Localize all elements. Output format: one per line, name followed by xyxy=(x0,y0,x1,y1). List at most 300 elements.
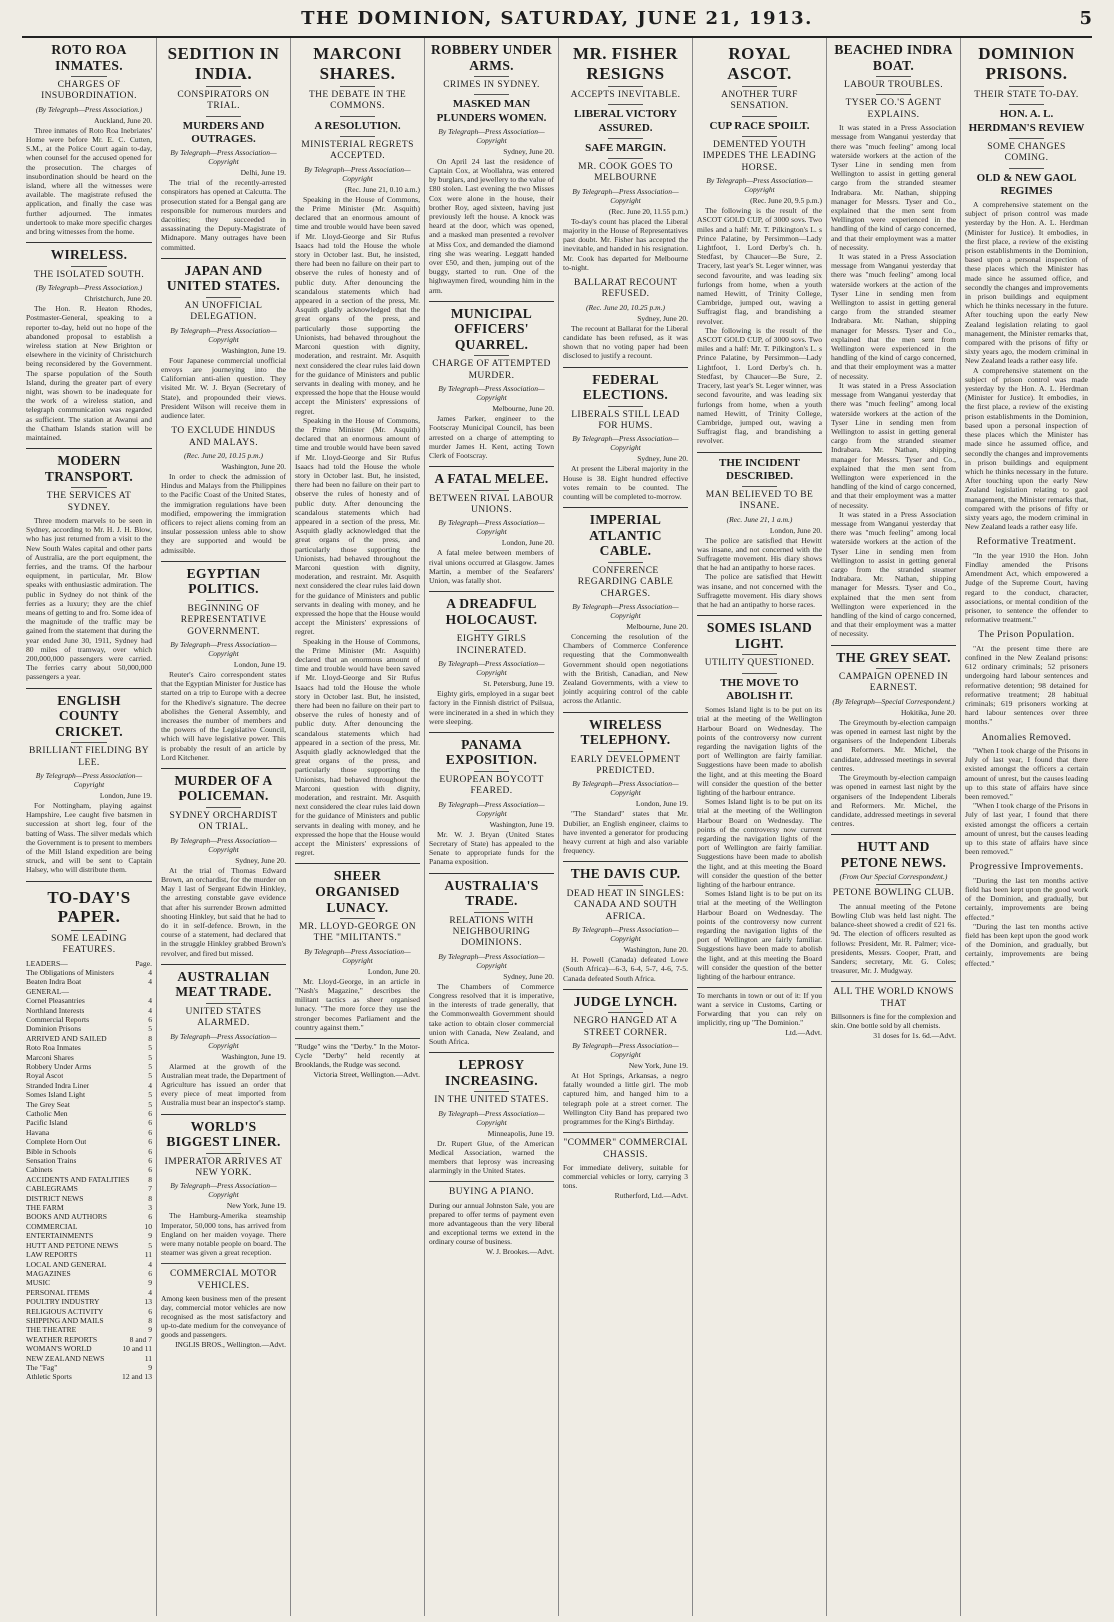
subheading: ANOTHER TURF SENSATION. xyxy=(721,90,798,112)
article-body: Three inmates of Roto Roa Inebriates' Home were before Mr. E. C. Cutten, S.M., at the Police Court again to-day, when counsel for the accused opened for the prosecution. The charges of insubordination should be heard on the island, where all the witnesses were available. The magistrate refused the application, and finally the case was further adjourned. The inmates undertook to make more specific charges and bring witnesses from the home. xyxy=(26,125,152,237)
credit: By Telegraph—Press Association—Copyright xyxy=(438,659,545,678)
subheading: RELATIONS WITH NEIGHBOURING DOMINIONS. xyxy=(449,915,534,949)
subheading: OLD & NEW GAOL REGIMES xyxy=(976,171,1077,197)
index-page: 10 xyxy=(144,1221,152,1231)
subheading: BRILLIANT FIELDING BY LEE. xyxy=(28,746,150,768)
index-page: 12 and 13 xyxy=(122,1372,152,1382)
subheading: EARLY DEVELOPMENT PREDICTED. xyxy=(570,754,681,777)
column-5 xyxy=(558,38,692,1616)
article-biggest-liner xyxy=(161,1119,286,1258)
credit: By Telegraph—Press Association—Copyright xyxy=(35,771,143,789)
index-row xyxy=(26,1100,152,1109)
article-somes-island xyxy=(697,620,822,981)
index-title: Sensation Trains xyxy=(26,1156,77,1166)
credit: (By Telegraph—Press Association.) xyxy=(35,283,143,293)
article-body: Concerning the resolution of the Chambers of Commerce Conference requesting that the Commonwealth Government should open negotiations with the British, Canadian, and New Zealand Governments, with a view to jointly acquiring control of the cable across the Atlantic. xyxy=(563,631,688,706)
credit: By Telegraph—Press Association—Copyright xyxy=(572,1041,679,1060)
article-body: Three modern marvels to be seen in Sydney, according to Mr. H. J. H. Blow, who has just returned from a visit to the New South Wales capital and other parts of Australia, are the port equipment, the ferries, and the trams. Of the harbour equipment, in particular, Mr. Blow speaks with enthusiastic admiration. The public in Sydney do not think of the ferries as a luxury; they are the chief means of getting to and fro. Some idea of the magnitude of the traffic may be gained from the statement that during the year ended June 30, 1911, Sydney had 80 miles of tramway, over which 200,000,000 passengers were carried. The ferries carry about 50,000,000 passengers a year. xyxy=(26,516,152,682)
section-title: Progressive Improvements. xyxy=(969,862,1084,873)
dateline: New York, June 19. xyxy=(628,1061,688,1071)
index-title: WEATHER REPORTS xyxy=(26,1334,98,1344)
index-title: THE THEATRE xyxy=(26,1325,77,1335)
dateline: Hokitika, June 20. xyxy=(901,707,956,717)
index-page: 10 and 11 xyxy=(122,1344,152,1354)
index-row xyxy=(26,1015,152,1024)
headline: WIRELESS TELEPHONY. xyxy=(580,716,671,748)
index-row xyxy=(26,1203,152,1212)
credit: By Telegraph—Press Association—Copyright xyxy=(170,1031,277,1050)
index-row xyxy=(26,1222,152,1231)
index-row xyxy=(26,1053,152,1062)
index-row xyxy=(26,1288,152,1297)
index-title: LAW REPORTS xyxy=(26,1250,78,1260)
subheading: ACCEPTS INEVITABLE. xyxy=(570,90,681,101)
dateline: New York, June 19. xyxy=(226,1201,286,1211)
article-royal-ascot xyxy=(697,44,822,446)
subheading: EIGHTY GIRLS INCINERATED. xyxy=(456,634,527,656)
subheading: MR. LLOYD-GEORGE ON THE "MILITANTS." xyxy=(298,922,417,944)
index-page: 6 xyxy=(148,1146,152,1156)
subheading: MINISTERIAL REGRETS ACCEPTED. xyxy=(301,140,414,162)
headline: A FATAL MELEE. xyxy=(434,471,549,487)
index-row xyxy=(26,1128,152,1137)
index-page: 8 xyxy=(148,1033,152,1043)
index-page: 5 xyxy=(148,1090,152,1100)
article-body-cont-3: It was stated in a Press Association message from Wanganui yesterday that there was "much feeling" among local waterside workers at the action of the Tyser Line in sending men from Wellington to assist in getting general cargo from the stranded steamer Indrabara. Mr. Nathan, shipping manager for Messrs. Tyser and Co., explained that the men sent from Wellington were experienced in the handling of the kind of cargo concerned, and that their employment was a matter of necessity. xyxy=(831,509,956,639)
dateline: Sydney, June 20. xyxy=(503,146,554,156)
index-page: 4 xyxy=(148,1005,152,1015)
index-title: GENERAL— xyxy=(26,986,70,996)
index-title: BOOKS AND AUTHORS xyxy=(26,1212,108,1222)
headline: A DREADFUL HOLOCAUST. xyxy=(445,596,538,627)
index-title: ARRIVED AND SAILED xyxy=(26,1033,107,1043)
subheading: THE DEBATE IN THE COMMONS. xyxy=(308,90,407,112)
dateline: Melbourne, June 20. xyxy=(626,621,688,631)
subheading: SOME LEADING FEATURES. xyxy=(51,933,127,956)
index-row xyxy=(26,1156,152,1165)
index-row xyxy=(26,1118,152,1127)
article-exclude-hindus xyxy=(161,426,286,555)
index-page: 6 xyxy=(148,1014,152,1024)
article-body-cont: "When I took charge of the Prisons in July of last year, I found that there existed amongst the officers a certain amount of unrest, but the causes leading up to this state of affairs have since been removed." xyxy=(965,801,1088,857)
subheading: CHARGES OF INSUBORDINATION. xyxy=(41,80,137,102)
index-title: MUSIC xyxy=(26,1278,51,1288)
article-sedition-india xyxy=(161,44,286,252)
index-page: 5 xyxy=(148,1240,152,1250)
dateline: Melbourne, June 20. xyxy=(492,404,554,414)
index-page: 9 xyxy=(148,1362,152,1372)
index-row xyxy=(26,1184,152,1193)
ad-title: "COMMER" COMMERCIAL CHASSIS. xyxy=(563,1138,688,1160)
credit: By Telegraph—Press Association—Copyright xyxy=(706,176,813,195)
article-federal-elections xyxy=(563,372,688,502)
headline: ROYAL ASCOT. xyxy=(727,44,792,83)
dateline: London, June 20. xyxy=(367,966,420,976)
column-1 xyxy=(22,38,156,1616)
dateline: London, June 20. xyxy=(501,538,554,548)
index-row xyxy=(26,1034,152,1043)
subheading: BEGINNING OF REPRESENTATIVE GOVERNMENT. xyxy=(180,603,267,637)
index-page: 11 xyxy=(144,1250,152,1260)
article-body: The trial of the recently-arrested conspirators has opened at Calcutta. The prosecution stated for a Bengal gang are responsible for numerous murders and dacoities; they succeeded in assassinating the Deputy-Magistrate of Midnapore. Many outrages have been committed. xyxy=(161,178,286,252)
article-grey-seat xyxy=(831,650,956,829)
index-title: POULTRY INDUSTRY xyxy=(26,1297,100,1307)
dateline: Sydney, June 20. xyxy=(637,454,688,464)
ad-signoff: W. J. Brookes.—Advt. xyxy=(485,1246,554,1256)
index-page: 6 xyxy=(148,1109,152,1118)
article-incident-described xyxy=(697,457,822,610)
headline: MURDER OF A POLICEMAN. xyxy=(174,772,273,804)
column-3 xyxy=(290,38,424,1616)
todays-paper-index xyxy=(26,888,152,1382)
article-judge-lynch xyxy=(563,994,688,1127)
index-col-left: LEADERS— xyxy=(26,958,68,968)
index-page: 6 xyxy=(148,1268,152,1278)
article-municipal-quarrel xyxy=(429,306,554,460)
index-page: 4 xyxy=(148,967,152,977)
credit: By Telegraph—Press Association—Copyright xyxy=(438,799,545,818)
index-page: 11 xyxy=(144,1353,152,1363)
dateline: Auckland, June 20. xyxy=(94,115,152,125)
article-body-cont: A comprehensive statement on the subject of prison control was made yesterday by the Hon. A. L. Herdman (Minister for Justice). It embodies, in the first place, a review of the existing prison establishments in the Dominion, based upon a personal inspection of these places which the Minister has made since he assumed office, and secondly the changes and improvements in prison buildings and equipment which he thinks necessary in the future. After touching upon the early New Zealand legislation relating to gaol management, the Minister remarks that, compared with the prisons of fifty or sixty years ago, the modern criminal in New Zealand leads a rather easy life. xyxy=(965,365,1088,532)
dateline: (Rec. June 21, 0.10 a.m.) xyxy=(344,184,420,194)
article-body: The Chambers of Commerce Congress resolved that it is imperative, in the interests of trade generally, that the Commonwealth Government should take action to obtain closer commercial union with Canada, New Zealand, and South Africa. xyxy=(429,981,554,1046)
headline: TO-DAY'S PAPER. xyxy=(47,887,131,927)
newspaper-title: THE DOMINION, SATURDAY, JUNE 21, 1913. xyxy=(301,8,813,29)
article-murder-policeman xyxy=(161,773,286,958)
article-body: Reuter's Cairo correspondent states that the Egyptian Minister for Justice has started on a trip to Europe with a decree for the Khedive's signature. The decree abolishes the General Assembly, and increases the number of members and the powers of the Legislative Council, which will have legislative power. This is probably the result of an article by Lord Kitchener. xyxy=(161,669,286,762)
credit: By Telegraph—Press Association—Copyright xyxy=(572,925,679,944)
headline: IMPERIAL ATLANTIC CABLE. xyxy=(589,512,662,559)
article-body: Eighty girls, employed in a sugar beet factory in the Finnish district of Psilsua, were incinerated in a shed in which they were sleeping. xyxy=(429,689,554,726)
ad-body: Among keen business men of the present day, commercial motor vehicles are now recognised as the most satisfactory and up-to-date medium for the conveyance of goods and passengers. xyxy=(161,1294,286,1340)
headline: AUSTRALIAN MEAT TRADE. xyxy=(175,968,272,1000)
index-page: 7 xyxy=(148,1184,152,1194)
subheading: PETONE BOWLING CLUB. xyxy=(832,888,955,899)
index-page: 6 xyxy=(148,1165,152,1175)
index-page: 4 xyxy=(148,1287,152,1297)
column-6 xyxy=(692,38,826,1616)
section-improvements xyxy=(965,862,1088,967)
dateline: (Rec. June 20, 9.5 p.m.) xyxy=(750,196,822,206)
section-title: Reformative Treatment. xyxy=(976,537,1077,548)
credit: By Telegraph—Press Association—Copyright xyxy=(304,164,411,183)
index-title: RELIGIOUS ACTIVITY xyxy=(26,1306,104,1316)
ad-body: "Rudge" wins the "Derby." In the Motor-Cycle "Derby" held recently at Brooklands, the Rudge was second. xyxy=(295,1042,420,1070)
headline: DOMINION PRISONS. xyxy=(978,44,1075,83)
advertisement xyxy=(563,1132,688,1200)
article-body: H. Powell (Canada) defeated Lowe (South Africa)—6-3, 6-4, 5-7, 4-6, 7-5. Canada defeated South Africa. xyxy=(563,955,688,983)
dateline: Christchurch, June 20. xyxy=(84,294,152,304)
index-row xyxy=(26,968,152,977)
index-page: 6 xyxy=(148,1156,152,1166)
index-row xyxy=(26,1231,152,1240)
index-page: 4 xyxy=(148,1080,152,1090)
article-egyptian-politics xyxy=(161,566,286,762)
article-holocaust xyxy=(429,596,554,726)
index-page: 6 xyxy=(148,1118,152,1128)
article-body: Somes Island light is to be put on its trial at the meeting of the Wellington Harbour Board on Wednesday. The points of the controversy now current regarding the navigation lights of the port of Wellington are fairly familiar. Suggestions have been made to abolish the light, and at this meeting the Board will consider the question of the better lighting of the harbour entrance. xyxy=(697,705,822,797)
subheading: UTILITY QUESTIONED. xyxy=(704,658,815,669)
index-row xyxy=(26,1354,152,1363)
subheading: DEAD HEAT IN SINGLES: CANADA AND SOUTH AFRICA. xyxy=(566,888,685,922)
ad-signoff: Victoria Street, Wellington.—Advt. xyxy=(313,1070,420,1080)
index-title: ENTERTAINMENTS xyxy=(26,1231,94,1241)
advertisement xyxy=(429,1181,554,1255)
dateline: Washington, June 20. xyxy=(221,461,286,471)
article-body-cont: "During the last ten months active field has been kept upon the good work of the Dominion, and gradually, but certainly, improvements are being effected." xyxy=(965,921,1088,968)
index-row xyxy=(26,1147,152,1156)
subheading: UNITED STATES ALARMED. xyxy=(185,1006,262,1029)
headline: SOMES ISLAND LIGHT. xyxy=(706,620,813,651)
article-body-cont: The police are satisfied that Hewitt was insane, and not concerned with the Suffragette movement. His diary shows that he had an antipathy to horse races. xyxy=(697,572,822,610)
subheading: CAMPAIGN OPENED IN EARNEST. xyxy=(838,672,949,694)
advertisement xyxy=(161,1263,286,1349)
article-body: At Hot Springs, Arkansas, a negro fatally wounded a little girl. The mob captured him, and hanged him to a telegraph pole at a street corner. The Wellington City Band has prepared two programmes for the King's Birthday. xyxy=(563,1071,688,1127)
index-title: Robbery Under Arms xyxy=(26,1061,92,1071)
article-body-cont-2: It was stated in a Press Association message from Wanganui yesterday that there was "much feeling" among local waterside workers at the action of the Tyser Line in sending men from Wellington to assist in getting general cargo from the stranded steamer Indrabara. Mr. Nathan, shipping manager for Messrs. Tyser and Co., explained that the men sent from Wellington were experienced in the handling of the kind of cargo concerned, and that their employment was a matter of necessity. xyxy=(831,380,956,510)
section-title: Anomalies Removed. xyxy=(981,732,1072,743)
dateline: Minneapolis, June 19. xyxy=(487,1128,554,1138)
article-hutt-petone xyxy=(831,839,956,975)
article-body-cont-2: Somes Island light is to be put on its trial at the meeting of the Wellington Harbour Board on Wednesday. The points of the controversy now current regarding the navigation lights of the port of Wellington are fairly familiar. Suggestions have been made to abolish the light, and at this meeting the Board will consider the question of the better lighting of the harbour entrance. xyxy=(697,889,822,981)
index-row xyxy=(26,1024,152,1033)
index-title: LOCAL AND GENERAL xyxy=(26,1259,107,1269)
index-row xyxy=(26,1165,152,1174)
article-atlantic-cable xyxy=(563,512,688,705)
article-australian-meat xyxy=(161,969,286,1108)
article-fisher-resigns xyxy=(563,44,688,272)
headline: JAPAN AND UNITED STATES. xyxy=(166,262,281,294)
headline: EGYPTIAN POLITICS. xyxy=(186,565,261,597)
article-body: The Greymouth by-election campaign was opened in earnest last night by the organisers of the Independent Liberals and Reformers. Mr. Michel, the candidate, addressed meetings in several centres. xyxy=(831,717,956,773)
dateline: Sydney, June 20. xyxy=(235,855,286,865)
article-body: The police are satisfied that Hewitt was insane, and not concerned with the Suffragette movement. His diary shows that he had an antipathy to horse races. xyxy=(697,535,822,573)
article-body-cont: Somes Island light is to be put on its trial at the meeting of the Wellington Harbour Board on Wednesday. The points of the controversy now current regarding the navigation lights of the port of Wellington are fairly familiar. Suggestions have been made to abolish the light, and at this meeting the Board will consider the question of the better lighting of the harbour entrance. xyxy=(697,797,822,889)
subheading: MURDERS AND OUTRAGES. xyxy=(182,119,265,146)
headline: BEACHED INDRA BOAT. xyxy=(834,42,953,73)
article-body: Dr. Rupert Glue, of the American Medical Association, warned the members that leprosy was increasing alarmingly in the United States. xyxy=(429,1138,554,1176)
dateline: London, June 19. xyxy=(99,791,152,800)
index-title: SHIPPING AND MAILS xyxy=(26,1315,104,1325)
subheading: LIBERAL VICTORY ASSURED. xyxy=(574,108,677,134)
dateline: Sydney, June 20. xyxy=(637,313,688,323)
advertisement xyxy=(831,981,956,1040)
ad-title: ALL THE WORLD KNOWS THAT xyxy=(833,987,954,1009)
article-wireless-telephony xyxy=(563,717,688,856)
article-body: To-day's count has placed the Liberal majority in the House of Representatives past doubt. Mr. Fisher has accepted the inevitable, and handed in his resignation. Mr. Cook has departed for Melbourne to-night. xyxy=(563,216,688,272)
index-title: Roto Roa Inmates xyxy=(26,1043,81,1053)
credit: By Telegraph—Press Association—Copyright xyxy=(438,951,545,970)
index-title: Commercial Reports xyxy=(26,1014,90,1024)
column-7 xyxy=(826,38,960,1616)
index-row xyxy=(26,1372,152,1381)
article-fatal-melee xyxy=(429,471,554,585)
index-page: 5 xyxy=(148,1071,152,1081)
index-page: 6 xyxy=(148,1127,152,1137)
article-leprosy xyxy=(429,1057,554,1175)
article-indra-boat xyxy=(831,42,956,639)
index-title: Cornel Pleasantries xyxy=(26,996,85,1006)
index-row xyxy=(26,1212,152,1221)
ad-signoff: Rutherford, Ltd.—Advt. xyxy=(614,1191,688,1201)
article-body: The recount at Ballarat for the Liberal candidate has been refused, as it was shown that no voting paper had been disclosed to justify a recount. xyxy=(563,323,688,361)
index-title: Bible in Schools xyxy=(26,1146,77,1156)
index-row xyxy=(26,977,152,986)
index-title: THE FARM xyxy=(26,1203,64,1213)
section-reformative xyxy=(965,537,1088,624)
index-page: 13 xyxy=(144,1297,152,1307)
headline: LEPROSY INCREASING. xyxy=(445,1057,538,1088)
index-title: Cabinets xyxy=(26,1165,53,1175)
index-page: 5 xyxy=(148,1043,152,1053)
index-page: 9 xyxy=(148,1278,152,1288)
headline: MR. FISHER RESIGNS xyxy=(572,44,679,83)
ad-signoff: Ltd.—Advt. xyxy=(785,1028,822,1038)
headline: THE DAVIS CUP. xyxy=(570,866,681,882)
credit: By Telegraph—Press Association—Copyright xyxy=(438,384,545,403)
index-row xyxy=(26,996,152,1005)
article-body: Mr. Lloyd-George, in an article in "Nash's Magazine," describes the militant tactics as sheer organised lunacy. "The more force they use the stronger becomes Parliament and the country against them." xyxy=(295,976,420,1032)
ad-signoff: 31 doses for 1s. 6d.—Advt. xyxy=(873,1031,956,1041)
index-row xyxy=(26,1278,152,1287)
article-body: A fatal melee between members of rival unions occurred at Glasgow. James Martin, a member of the Seafarers' Union, was fatally shot. xyxy=(429,548,554,586)
credit: By Telegraph—Press Association—Copyright xyxy=(438,126,545,145)
credit: (Rec. June 20, 10.25 p.m.) xyxy=(586,302,665,312)
masthead xyxy=(22,6,1092,38)
subheading: EUROPEAN BOYCOTT FEARED. xyxy=(439,774,544,797)
article-organised-lunacy xyxy=(295,868,420,1032)
index-title: Beaten Indra Boat xyxy=(26,977,82,987)
article-body: "At the present time there are confined in the New Zealand prisons: 612 ordinary criminals; 52 prisoners undergoing hard labour sentences and reformative detention; 98 detained for reformative treatment; 28 habitual criminals; 619 prisoners working at hard labour sentences over three months." xyxy=(965,643,1088,727)
index-row xyxy=(26,1344,152,1353)
article-body: In order to check the admission of Hindus and Malays from the Philippines to the Pacific Coast of the United States, the immigration regulations have been modified, empowering the immigration officers to reject aliens coming from an insular possession unless able to show they are supported and would be admissible. xyxy=(161,471,286,555)
index-title: Athletic Sports xyxy=(26,1372,72,1382)
advertisement xyxy=(697,987,822,1037)
article-body: Alarmed at the growth of the Australian meat trade, the Department of Agriculture has issued an order that every piece of meat imported from Australia must bear an inspector's stamp. xyxy=(161,1061,286,1108)
index-row xyxy=(26,1250,152,1259)
subheading: HON. A. L. HERDMAN'S REVIEW xyxy=(968,108,1085,134)
credit: By Telegraph—Press Association—Copyright xyxy=(438,1108,545,1127)
headline: MUNICIPAL OFFICERS' QUARREL. xyxy=(450,305,533,352)
subheading: SAFE MARGIN. xyxy=(585,141,666,154)
dateline: Washington, June 19. xyxy=(221,345,286,355)
credit: By Telegraph—Press Association—Copyright xyxy=(304,946,411,965)
headline: MODERN TRANSPORT. xyxy=(44,453,134,484)
headline: WIRELESS. xyxy=(50,247,128,263)
headline: ROBBERY UNDER ARMS. xyxy=(430,42,553,73)
index-row xyxy=(26,1071,152,1080)
subheading: NEGRO HANGED AT A STREET CORNER. xyxy=(573,1016,678,1038)
subheading: A RESOLUTION. xyxy=(314,119,401,132)
subheading: CUP RACE SPOILT. xyxy=(709,119,810,132)
article-body-cont-2: Speaking in the House of Commons, the Prime Minister (Mr. Asquith) declared that an enormous amount of time and trouble would have been saved if Mr. Lloyd-George and Sir Rufus Isaacs had told the House the whole story in October last. But, he insisted, there had been no failure on their part to observe the rules of honesty and of public duty. After denouncing the scandalous statements which had appeared in a section of the press, Mr. Asquith gladly acknowledged that the great organs of the press, and particularly those supporting the Unionists, had behaved throughout the Marconi question with dignity, moderation, and restraint. Mr. Asquith next considered the clear rules laid down for the guidance of Ministers and public servants in dealing with money, and he expressed the hope that the House would accept the Ministers' expressions of regret. xyxy=(295,636,420,858)
index-col-right: Page. xyxy=(135,958,152,968)
dateline: Delhi, June 19. xyxy=(240,168,286,178)
article-body: On April 24 last the residence of Captain Cox, at Woollahra, was entered by burglars, and jewellery to the value of £80 stolen. Last evening the two Misses Cox were alone in the house, their brother Roy, aged sixteen, having just previously left the house. A knock was heard at the door, which was opened, and a masked man presented a revolver at Miss Cox, and demanded the diamond ring she was wearing. Leggatt handed over £50, and then, jumping out of the buggy, started to run. One of the highwaymen fired, wounding him in the arm. xyxy=(429,156,554,295)
dateline: London, June 20. xyxy=(769,525,822,535)
index-title: Dominion Prisons xyxy=(26,1024,82,1034)
subheading: BETWEEN RIVAL LABOUR UNIONS. xyxy=(429,493,554,516)
index-row xyxy=(26,1335,152,1344)
article-body: For Nottingham, playing against Hampshire, Lee caught five batsmen in succession at short leg, four of the batting of Wass. The silver medals which the Government is to present to members of the Mill Island expedition are being struck, and will be sent to Captain Halsey, who will distribute them. xyxy=(26,801,152,875)
headline: AUSTRALIA'S TRADE. xyxy=(444,877,539,909)
index-page: 5 xyxy=(148,1024,152,1034)
headline: SEDITION IN INDIA. xyxy=(167,44,280,83)
index-title: Northland Interests xyxy=(26,1005,85,1015)
article-davis-cup xyxy=(563,866,688,982)
credit: (Rec. June 21, 1 a.m.) xyxy=(726,514,793,524)
index-page: 4 xyxy=(148,977,152,987)
section-prison-population xyxy=(965,630,1088,726)
subheading: LABOUR TROUBLES. xyxy=(843,80,944,91)
article-body: "In the year 1910 the Hon. John Findlay amended the Prisons Amendment Act, which empowered a Judge of the Supreme Court, having regard to the conduct, character, associations, or mental condition of the prisoner, to sentence the offender to reformative treatment." xyxy=(965,550,1088,625)
credit: By Telegraph—Press Association—Copyright xyxy=(170,325,277,344)
index-page: 4 xyxy=(148,1259,152,1269)
index-page: 9 xyxy=(148,1231,152,1241)
index-title: PERSONAL ITEMS xyxy=(26,1287,90,1297)
column-8 xyxy=(960,38,1092,1616)
index-row xyxy=(26,1241,152,1250)
index-row xyxy=(26,1081,152,1090)
subheading: CRIMES IN SYDNEY. xyxy=(443,80,540,91)
credit: (By Telegraph—Special Correspondent.) xyxy=(832,696,955,706)
index-row xyxy=(26,1325,152,1334)
index-page: 8 xyxy=(148,1174,152,1184)
article-county-cricket xyxy=(26,693,152,875)
credit: By Telegraph—Press Association—Copyright xyxy=(572,601,679,620)
index-title: Pacific Island xyxy=(26,1118,68,1128)
subheading: CONFERENCE REGARDING CABLE CHARGES. xyxy=(577,565,674,599)
article-body-cont: It was stated in a Press Association message from Wanganui yesterday that there was "much feeling" among local waterside workers at the action of the Tyser Line in sending men from Wellington to assist in getting general cargo from the stranded steamer Indrabara. Mr. Nathan, shipping manager for Messrs. Tyser and Co., explained that the men sent from Wellington were experienced in the handling of the kind of cargo concerned, and that their employment was a matter of necessity. xyxy=(831,252,956,381)
advertisement xyxy=(295,1038,420,1079)
credit: (From Our Special Correspondent.) xyxy=(839,872,948,882)
article-body: The annual meeting of the Petone Bowling Club was held last night. The balance-sheet showed a credit of £21 6s. 9d. The election of officers resulted as follows: President, Mr. R. Palmer; vice-presidents, Messrs. Cooper, Pratt, and Sanders; secretary, Mr. G. Coles; treasurer, Mr. J. Mudgway. xyxy=(831,901,956,976)
index-page: 9 xyxy=(148,1325,152,1335)
index-list xyxy=(26,968,152,1382)
headline: JUDGE LYNCH. xyxy=(573,993,678,1009)
index-row xyxy=(26,1006,152,1015)
index-title: COMMERCIAL xyxy=(26,1221,78,1231)
index-row xyxy=(26,1297,152,1306)
article-australia-trade xyxy=(429,878,554,1047)
dateline: Washington, June 19. xyxy=(221,1051,286,1061)
headline: ENGLISH COUNTY CRICKET. xyxy=(55,692,123,739)
article-body: Speaking in the House of Commons, the Prime Minister (Mr. Asquith) declared that an enormous amount of time and trouble would have been saved if Mr. Lloyd-George and Sir Rufus Isaacs had told the House the whole story in October last. But, he insisted, there had been no failure on their part to observe the rules of honesty and of public duty. After denouncing the scandalous statements which had appeared in a section of the press, Mr. Asquith gladly acknowledged that the great organs of the press, and particularly those supporting the Unionists, had behaved throughout the Marconi question with dignity, moderation, and restraint. Mr. Asquith next considered the clear rules laid down for the guidance of Ministers and public servants in dealing with money, and he expressed the hope that the House would accept the Ministers' expressions of regret. xyxy=(295,194,420,416)
ad-title: COMMERCIAL MOTOR VEHICLES. xyxy=(170,1269,277,1291)
index-page: 8 and 7 xyxy=(129,1334,152,1344)
subheading: MASKED MAN PLUNDERS WOMEN. xyxy=(436,98,547,124)
ad-body: For immediate delivery, suitable for commercial vehicles or lorry, carrying 3 tons. xyxy=(563,1163,688,1191)
index-row xyxy=(26,1090,152,1099)
index-row xyxy=(26,1307,152,1316)
index-row xyxy=(26,1269,152,1278)
subheading: THE MOVE TO ABOLISH IT. xyxy=(720,676,799,702)
article-body-cont: The Greymouth by-election campaign was opened in earnest last night by the organisers of the Independent Liberals and Reformers. Mr. Michel, the candidate, addressed meetings in several centres. xyxy=(831,773,956,829)
index-title: WOMAN'S WORLD xyxy=(26,1344,92,1354)
index-page: 3 xyxy=(148,1203,152,1213)
index-title: Havana xyxy=(26,1127,50,1137)
index-title: DISTRICT NEWS xyxy=(26,1193,84,1203)
article-body: James Parker, engineer to the Footscray Municipal Council, has been arrested on a charge of attempting to murder James H. Kent, acting Town Clerk of Footscray. xyxy=(429,414,554,460)
dateline: Sydney, June 20. xyxy=(503,971,554,981)
subheading: THE ISOLATED SOUTH. xyxy=(33,269,145,280)
index-title: Somes Island Light xyxy=(26,1090,86,1100)
index-row xyxy=(26,1260,152,1269)
article-dominion-prisons xyxy=(965,44,1088,531)
credit: By Telegraph—Press Association—Copyright xyxy=(170,148,277,167)
dateline: London, June 19. xyxy=(233,659,286,669)
